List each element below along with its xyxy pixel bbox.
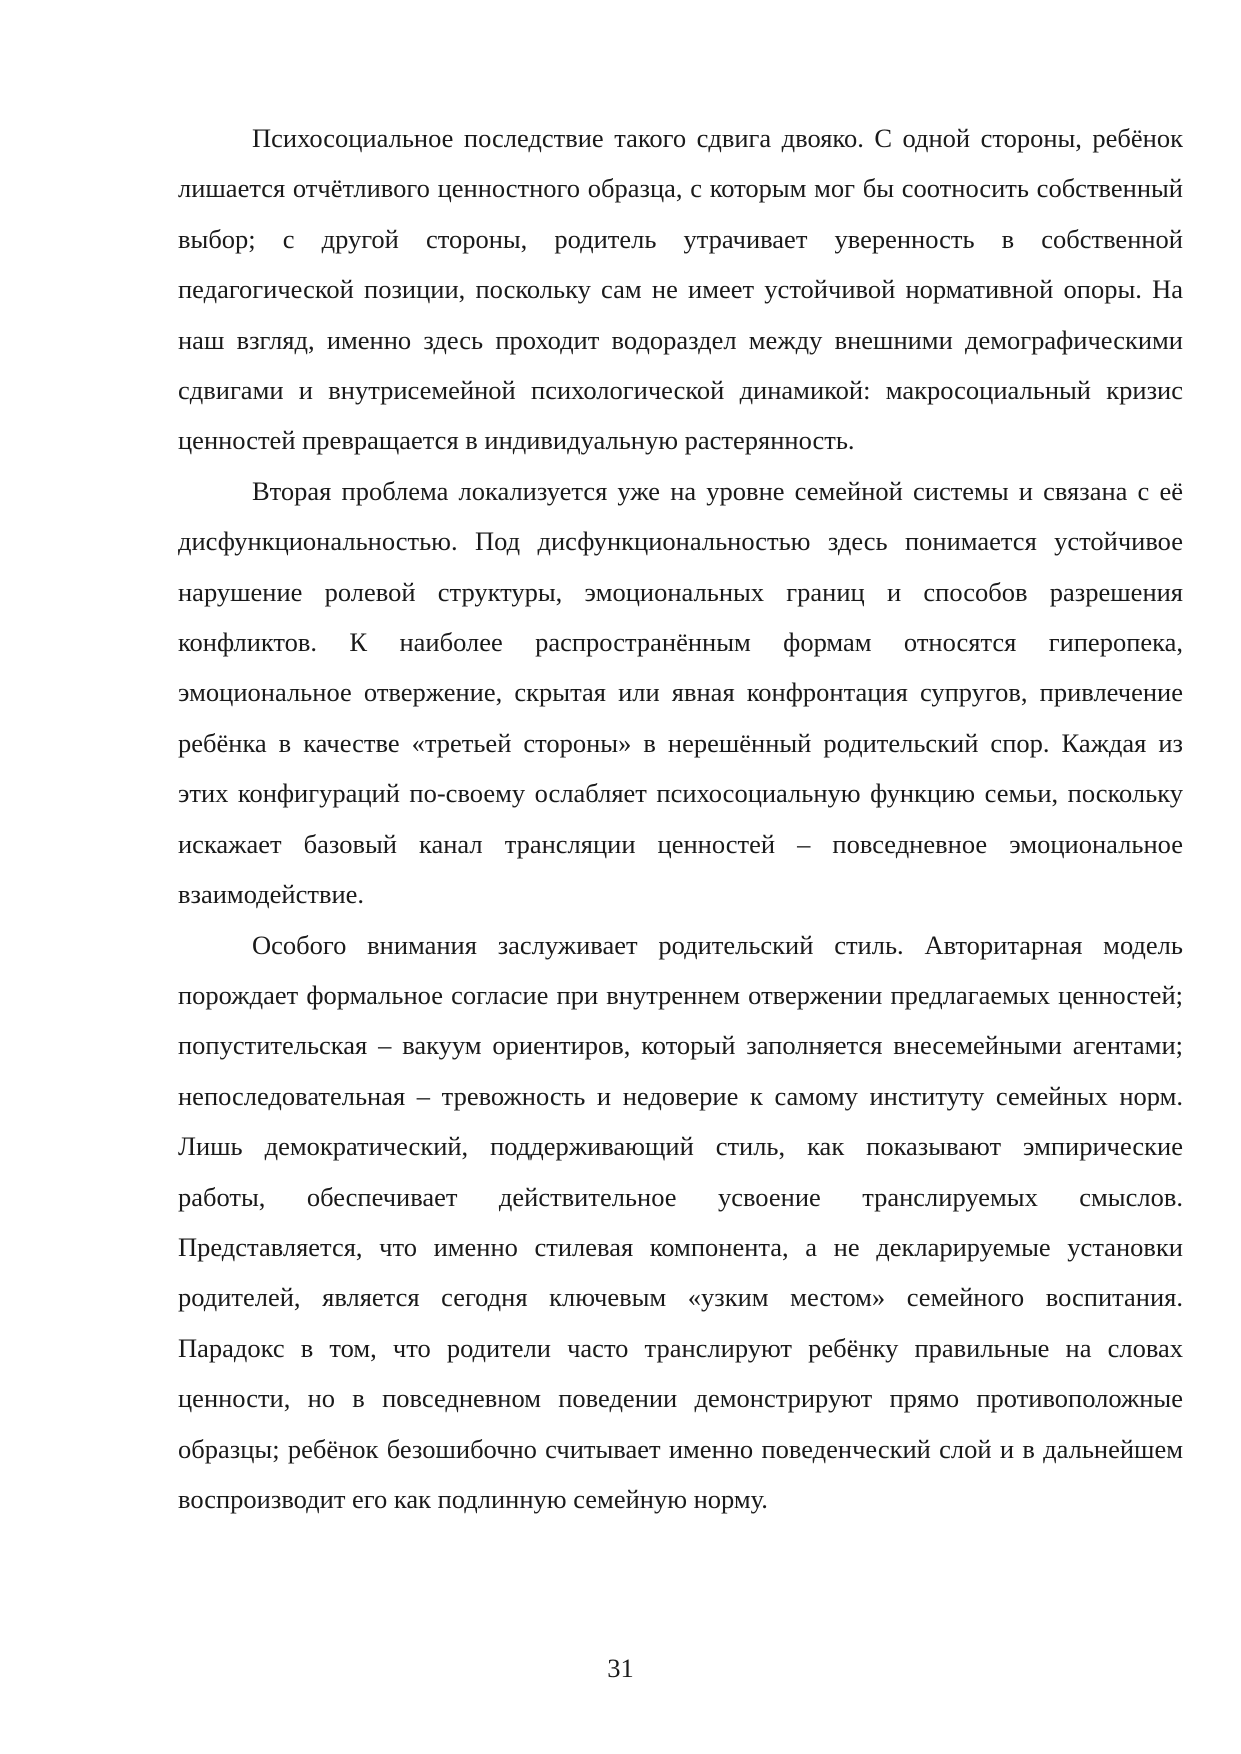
- page-number: 31: [607, 1653, 634, 1683]
- paragraph-2: Вторая проблема локализуется уже на уровне семейной системы и связана с её дисфункциональностью. Под дисфункциональностью здесь понимается устойчивое нарушение ролевой структуры, эмоциональных границ и способов разрешения конфликтов. К наиболее распространённым формам относятся гиперопека, эмоциональное отвержение, скрытая или явная конфронтация супругов, привлечение ребёнка в качестве «третьей стороны» в нерешённый родительский спор. Каждая из этих конфигураций по-своему ослабляет психосоциальную функцию семьи, поскольку искажает базовый канал трансляции ценностей – повседневное эмоциональное взаимодействие.: [178, 475, 1183, 910]
- paragraph-3: Особого внимания заслуживает родительский стиль. Авторитарная модель порождает формальное согласие при внутреннем отвержении предлагаемых ценностей; попустительская – вакуум ориентиров, который заполняется внесемейными агентами; непоследовательная – тревожность и недоверие к самому институту семейных норм. Лишь демократический, поддерживающий стиль, как показывают эмпирические работы, обеспечивает действительное усвоение транслируемых смыслов. Представляется, что именно стилевая компонента, а не декларируемые установки родителей, является сегодня ключевым «узким местом» семейного воспитания. Парадокс в том, что родители часто транслируют ребёнку правильные на словах ценности, но в повседневном поведении демонстрируют прямо противоположные образцы; ребёнок безошибочно считывает именно поведенческий слой и в дальнейшем воспроизводит его как подлинную семейную норму.: [178, 929, 1183, 1514]
- paragraph-1: Психосоциальное последствие такого сдвига двояко. С одной стороны, ребёнок лишается отчётливого ценностного образца, с которым мог бы соотносить собственный выбор; с другой стороны, родитель утрачивает уверенность в собственной педагогической позиции, поскольку сам не имеет устойчивой нормативной опоры. На наш взгляд, именно здесь проходит водораздел между внешними демографическими сдвигами и внутрисемейной психологической динамикой: макросоциальный кризис ценностей превращается в индивидуальную растерянность.: [178, 123, 1183, 456]
- body-text: [178, 113, 1183, 1524]
